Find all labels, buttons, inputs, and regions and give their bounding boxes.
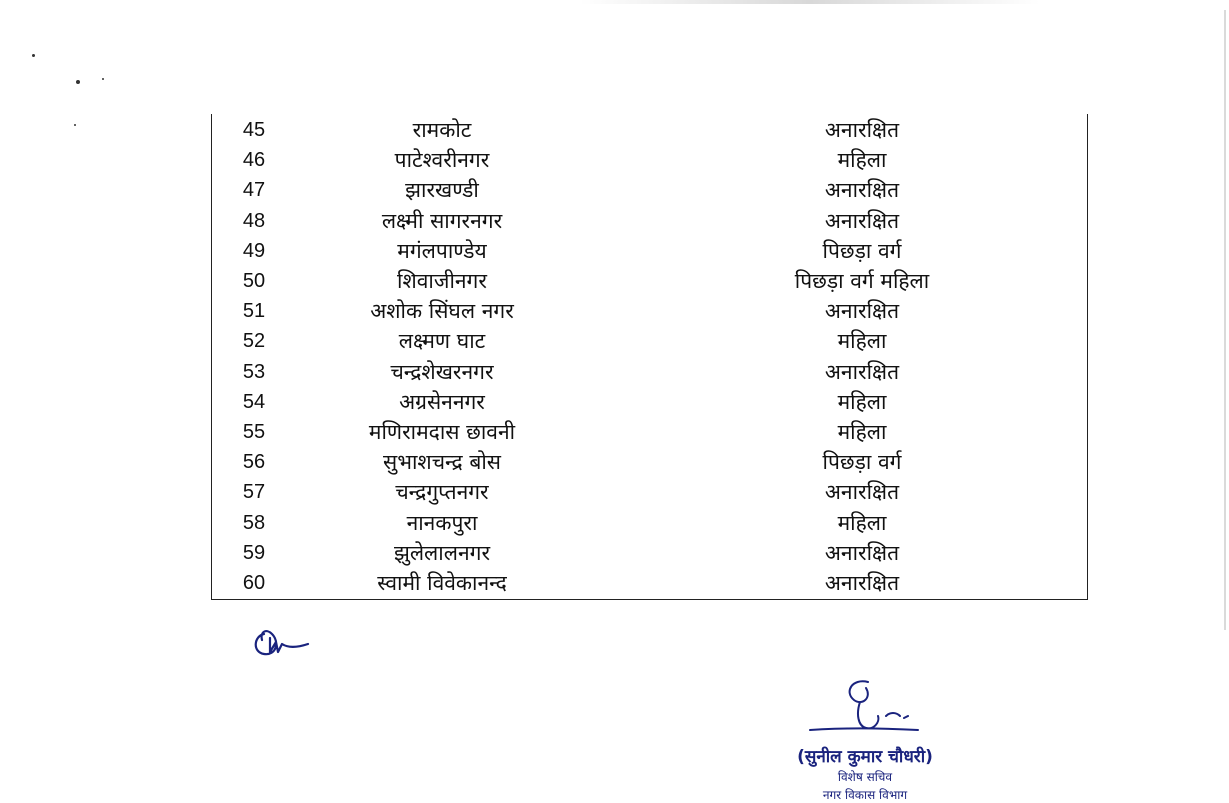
- table-row: [212, 175, 1087, 205]
- ward-name: स्वामी विवेकानन्द: [377, 571, 507, 595]
- ward-name: मगंलपाण्डेय: [397, 238, 487, 263]
- ward-number: 50: [242, 270, 266, 292]
- reservation-category: अनारक्षित: [824, 540, 900, 565]
- reservation-category: अनारक्षित: [824, 178, 900, 203]
- ward-number: 52: [242, 330, 266, 353]
- reservation-category: पिछड़ा वर्ग महिला: [794, 269, 930, 293]
- scan-speck: [102, 78, 104, 80]
- table-row: [212, 115, 1087, 145]
- ward-name: लक्ष्मी सागरनगर: [381, 208, 503, 233]
- scan-speck: [76, 80, 80, 84]
- reservation-category: महिला: [837, 389, 887, 414]
- reservation-category: अनारक्षित: [824, 480, 900, 505]
- reservation-category: पिछड़ा वर्ग: [822, 450, 902, 475]
- table-row: [212, 236, 1087, 266]
- ward-number: 57: [242, 481, 266, 504]
- reservation-category: महिला: [837, 510, 887, 535]
- ward-number: 59: [242, 541, 266, 564]
- ward-number: 47: [242, 179, 266, 202]
- ward-number: 60: [242, 572, 266, 594]
- table-row: [212, 417, 1087, 447]
- ward-name: पाटेश्वरीनगर: [394, 148, 490, 173]
- ward-name: चन्द्रशेखरनगर: [390, 359, 494, 384]
- reservation-category: अनारक्षित: [824, 571, 900, 595]
- table-row: [212, 477, 1087, 507]
- reservation-category: अनारक्षित: [824, 208, 900, 233]
- ward-reservation-table: [211, 114, 1088, 600]
- table-row: [212, 326, 1087, 356]
- ward-number: 45: [242, 119, 266, 141]
- ward-name: लक्ष्मण घाट: [398, 329, 486, 354]
- ward-name: नानकपुरा: [406, 510, 478, 535]
- scan-artifact-top: [580, 0, 1040, 4]
- table-row: [212, 296, 1087, 326]
- table-row: [212, 538, 1087, 568]
- ward-name: मणिरामदास छावनी: [368, 420, 516, 444]
- ward-number: 56: [242, 451, 266, 474]
- table-row: [212, 387, 1087, 417]
- signatory-title: विशेष सचिव: [837, 770, 893, 784]
- ward-number: 58: [242, 511, 266, 534]
- reservation-category: अनारक्षित: [824, 118, 900, 142]
- initials-mark: [250, 622, 320, 666]
- reservation-category: महिला: [837, 329, 887, 354]
- reservation-category: अनारक्षित: [824, 359, 900, 384]
- table-row: [212, 145, 1087, 175]
- table-row: [212, 508, 1087, 538]
- reservation-category: अनारक्षित: [824, 299, 900, 324]
- ward-name: शिवाजीनगर: [397, 269, 487, 293]
- ward-name: झारखण्डी: [405, 178, 479, 203]
- ward-name: रामकोट: [412, 118, 472, 142]
- table-row: [212, 206, 1087, 236]
- ward-number: 53: [242, 360, 266, 383]
- table-row: [212, 357, 1087, 387]
- scan-speck: [32, 54, 35, 57]
- signatory-name: (सुनील कुमार चौधरी): [797, 747, 933, 767]
- signatory-department: नगर विकास विभाग: [822, 788, 908, 802]
- table-row: [212, 447, 1087, 477]
- ward-name: अशोक सिंघल नगर: [370, 299, 514, 324]
- table-row: [212, 266, 1087, 296]
- ward-name: अग्रसेननगर: [399, 389, 485, 414]
- ward-number: 55: [242, 421, 266, 443]
- ward-name: सुभाशचन्द्र बोस: [383, 450, 501, 475]
- ward-number: 48: [242, 209, 266, 232]
- ward-number: 49: [242, 239, 266, 262]
- reservation-category: पिछड़ा वर्ग: [822, 238, 902, 263]
- reservation-category: महिला: [837, 420, 887, 444]
- reservation-category: महिला: [837, 148, 887, 173]
- scan-artifact-edge: [1224, 10, 1226, 630]
- ward-number: 54: [242, 390, 266, 413]
- ward-name: झुलेलालनगर: [393, 540, 491, 565]
- ward-name: चन्द्रगुप्तनगर: [395, 480, 489, 505]
- ward-number: 51: [242, 300, 266, 323]
- ward-number: 46: [242, 149, 266, 172]
- scan-speck: [74, 124, 76, 126]
- handwritten-signature: [800, 672, 930, 742]
- table-row: [212, 568, 1087, 598]
